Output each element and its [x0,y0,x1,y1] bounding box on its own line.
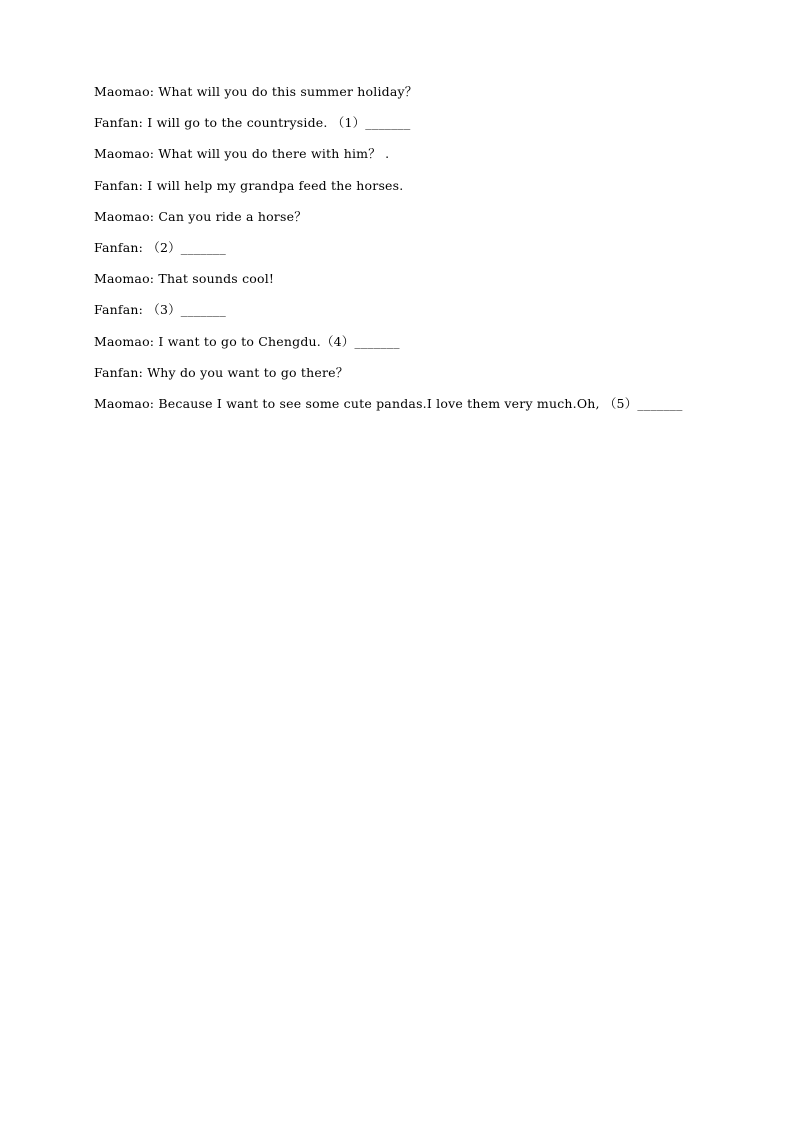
speaker: Maomao: [94,208,155,224]
utterance: （2）_______ [143,239,226,255]
utterance: （3）_______ [143,302,226,318]
utterance: I will help my grandpa feed the horses. [143,177,404,193]
utterance: That sounds cool! [154,271,275,287]
dialogue-line [94,113,734,144]
utterance: Because I want to see some cute pandas.I love them very much.Oh, （5）_______ [154,395,683,411]
speaker: Maomao: [94,333,155,349]
dialogue-line [94,394,734,425]
speaker: Fanfan: [94,239,144,255]
utterance: What will you do there with him？ . [154,146,390,162]
speaker: Maomao: [94,271,155,287]
speaker: Maomao: [94,395,155,411]
dialogue-line [94,207,734,238]
dialogue-line [94,176,734,207]
utterance: I want to go to Chengdu.（4）_______ [154,333,400,349]
dialogue-line [94,82,734,113]
speaker: Fanfan: [94,177,144,193]
speaker: Fanfan: [94,302,144,318]
dialogue-line [94,269,734,300]
dialogue-line [94,144,734,175]
utterance: I will go to the countryside. （1）_______ [143,115,411,131]
utterance: Why do you want to go there？ [143,364,349,380]
dialogue-line [94,238,734,269]
speaker: Fanfan: [94,364,144,380]
speaker: Fanfan: [94,115,144,131]
dialogue-line [94,363,734,394]
utterance: Can you ride a horse？ [154,208,307,224]
speaker: Maomao: [94,146,155,162]
dialogue-line [94,300,734,331]
utterance: What will you do this summer holiday？ [154,84,418,99]
dialogue [94,82,734,425]
speaker: Maomao: [94,84,155,99]
dialogue-line [94,332,734,363]
